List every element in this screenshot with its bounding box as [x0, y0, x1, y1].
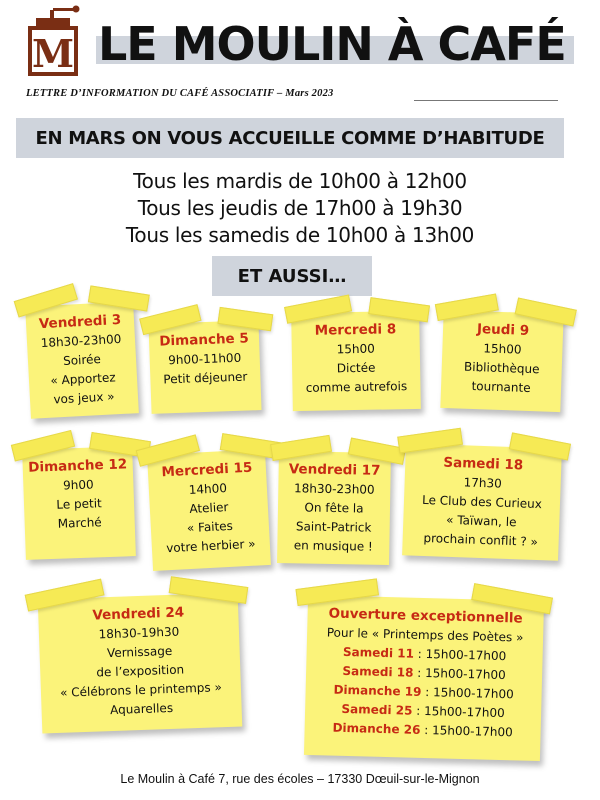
event-line: 15h00	[483, 341, 522, 357]
event-line: Petit déjeuner	[163, 369, 248, 387]
event-line: Saint-Patrick	[295, 519, 372, 535]
coffee-grinder-logo-icon	[22, 4, 86, 82]
tape	[88, 285, 150, 311]
special-day: Samedi 18	[342, 663, 414, 680]
event-line: Aquarelles	[109, 700, 174, 718]
special-day: Samedi 11	[342, 644, 415, 661]
special-time: : 15h00-17h00	[412, 703, 505, 721]
event-line: Marché	[57, 515, 102, 531]
event-title: Samedi 18	[443, 454, 524, 474]
event-line: 17h30	[463, 475, 502, 491]
special-day: Samedi 25	[341, 701, 413, 718]
event-line: en musique !	[293, 538, 373, 554]
tape	[295, 578, 379, 606]
event-title: Dimanche 5	[159, 330, 250, 350]
special-time: : 15h00-17h00	[421, 684, 514, 702]
event-title: Mercredi 15	[161, 459, 253, 481]
event-line: comme autrefois	[305, 379, 408, 395]
event-note	[148, 320, 261, 414]
event-title: Vendredi 3	[38, 311, 122, 333]
event-line: « Faites	[186, 518, 234, 536]
event-line: 18h30-19h30	[98, 624, 180, 642]
event-note	[38, 593, 243, 734]
event-title: Dimanche 12	[28, 456, 128, 476]
special-day: Dimanche 19	[333, 682, 422, 699]
event-line: Soirée	[62, 352, 102, 368]
schedule-line: Tous les mardis de 10h00 à 12h00	[133, 169, 467, 193]
event-line: vos jeux »	[53, 389, 115, 407]
event-line: 18h30-23h00	[40, 331, 122, 351]
schedule-line: Tous les samedis de 10h00 à 13h00	[125, 223, 475, 247]
event-line: votre herbier »	[165, 536, 256, 556]
tape	[270, 435, 332, 461]
event-line: 9h00	[62, 477, 94, 493]
page-title: LE MOULIN À CAFÉ	[98, 17, 566, 71]
event-title: Vendredi 24	[92, 604, 185, 624]
special-time: : 15h00-17h00	[420, 722, 513, 740]
event-note	[22, 446, 136, 560]
event-note	[402, 443, 562, 560]
event-line: Le Club des Curieux	[421, 492, 543, 512]
event-line: Bibliothèque	[463, 359, 540, 377]
regular-schedule	[0, 168, 600, 249]
event-note	[440, 310, 563, 412]
logo-letter: M	[31, 31, 75, 76]
tape	[217, 307, 273, 331]
special-day: Dimanche 26	[332, 720, 421, 737]
event-line: 9h00-11h00	[167, 350, 242, 368]
schedule-line: Tous les jeudis de 17h00 à 19h30	[137, 196, 463, 220]
event-line: 14h00	[188, 481, 228, 498]
event-title: Vendredi 17	[288, 461, 381, 479]
event-line: 18h30-23h00	[293, 481, 375, 497]
special-time: : 15h00-17h00	[413, 646, 507, 664]
special-opening-note	[304, 595, 544, 761]
event-line: 15h00	[336, 341, 375, 357]
event-note	[147, 449, 271, 571]
event-line: Le petit	[56, 496, 102, 512]
event-title: Jeudi 9	[476, 321, 530, 339]
event-line: tournante	[471, 378, 531, 396]
event-line: « Taïwan, le	[445, 512, 517, 530]
footer-address: Le Moulin à Café 7, rue des écoles – 17330 Dœuil-sur-le-Mignon	[120, 772, 480, 786]
tape	[397, 428, 463, 454]
subtitle-rule	[414, 100, 558, 101]
event-note	[291, 311, 421, 411]
event-line: « Célébrons le printemps »	[59, 680, 223, 700]
event-line: Atelier	[189, 499, 229, 517]
event-line: « Apportez	[50, 370, 116, 388]
special-time: : 15h00-17h00	[413, 665, 506, 683]
event-line: prochain conflit ? »	[423, 530, 539, 549]
event-note	[25, 301, 139, 418]
tape	[169, 576, 249, 604]
special-intro: Pour le « Printemps des Poètes »	[326, 625, 524, 645]
event-title: Mercredi 8	[314, 321, 397, 339]
event-line: On fête la	[304, 500, 364, 516]
also-banner: ET AUSSI…	[212, 256, 372, 296]
event-line: de l’exposition	[96, 662, 185, 680]
event-line: Vernissage	[106, 643, 173, 661]
newsletter-subtitle: LETTRE D’INFORMATION DU CAFÉ ASSOCIATIF – Mars 2023	[26, 88, 334, 99]
event-line: Dictée	[336, 360, 376, 376]
event-note	[277, 451, 391, 565]
tape	[435, 293, 499, 321]
special-title: Ouverture exceptionnelle	[328, 605, 523, 627]
opening-banner: EN MARS ON VOUS ACCUEILLE COMME D’HABITUDE	[16, 118, 564, 158]
